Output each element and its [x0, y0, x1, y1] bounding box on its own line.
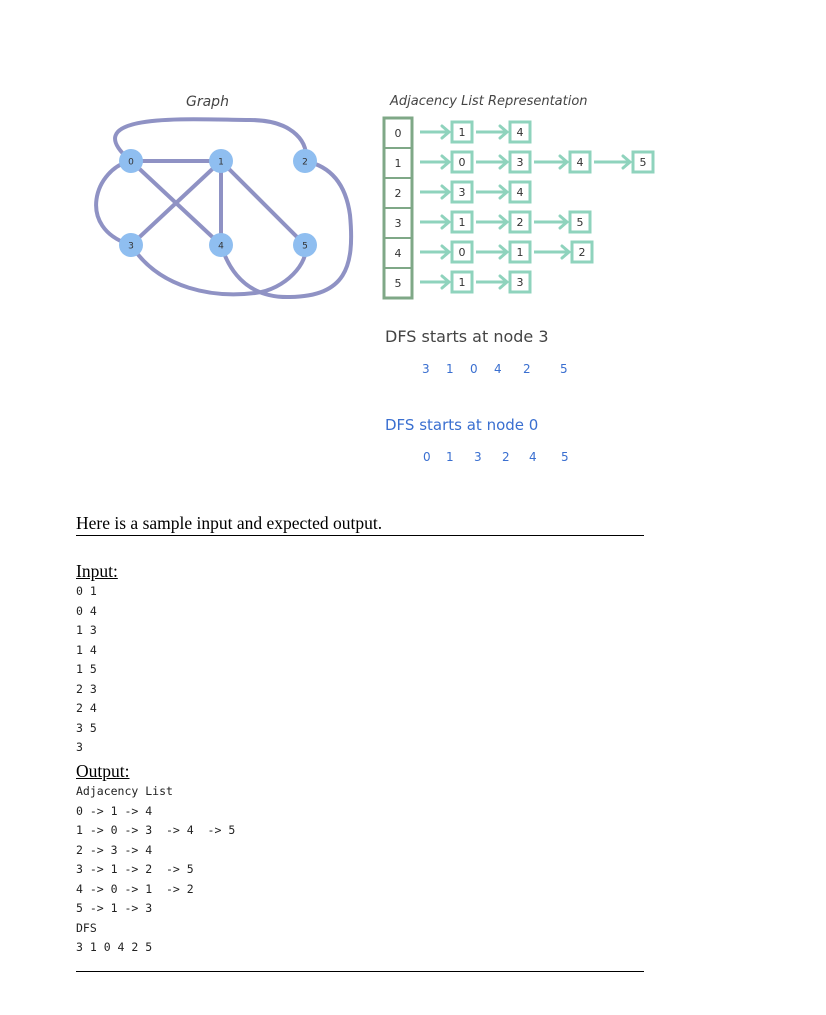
adjacency-node-label: 1 — [458, 276, 466, 289]
input-label: Input: — [76, 561, 118, 581]
dfs-sequence-item: 5 — [560, 362, 568, 376]
adjacency-list-title: Adjacency List Representation — [390, 94, 588, 109]
dfs-heading: DFS starts at node 0 — [385, 416, 539, 434]
graph-node-label: 2 — [302, 157, 308, 168]
adjacency-node-label: 3 — [458, 186, 466, 199]
graph-node-label: 4 — [218, 241, 224, 252]
adjacency-index-label: 3 — [394, 217, 402, 230]
adjacency-node-label: 0 — [458, 246, 466, 259]
adjacency-node-label: 1 — [516, 246, 524, 259]
dfs-sequence-item: 5 — [561, 450, 569, 464]
graph-title: Graph — [186, 94, 229, 110]
dfs-heading: DFS starts at node 3 — [385, 327, 549, 346]
adjacency-node-label: 5 — [576, 216, 584, 229]
dfs-sequence-item: 2 — [523, 362, 531, 376]
adjacency-node-label: 2 — [516, 216, 524, 229]
adjacency-index-label: 2 — [394, 187, 402, 200]
graph-node-label: 3 — [128, 241, 134, 252]
dfs-sequence-item: 1 — [446, 362, 454, 376]
graph-figure — [0, 0, 826, 500]
graph-edge — [96, 161, 131, 245]
dfs-sequence-item: 4 — [494, 362, 502, 376]
dfs-orders — [385, 327, 569, 464]
adjacency-node-label: 4 — [516, 186, 524, 199]
dfs-sequence-item: 3 — [422, 362, 430, 376]
adjacency-node-label: 3 — [516, 276, 524, 289]
adjacency-index-label: 1 — [394, 157, 402, 170]
output-lines: Adjacency List 0 -> 1 -> 4 1 -> 0 -> 3 -> 4 -> 5 2 -> 3 -> 4 3 -> 1 -> 2 -> 5 4 -> 0 -> 1 -> 2 5 -> 1 -> 3 DFS 3 1 0 4 2 5 — [76, 784, 236, 954]
bottom-divider — [76, 971, 644, 972]
adjacency-node-label: 1 — [458, 216, 466, 229]
intro-text: Here is a sample input and expected output. — [76, 513, 644, 536]
dfs-sequence-item: 1 — [446, 450, 454, 464]
adjacency-list-diagram — [384, 118, 653, 298]
graph-node-label: 0 — [128, 157, 134, 168]
graph-node-label: 5 — [302, 241, 308, 252]
dfs-sequence-item: 3 — [474, 450, 482, 464]
adjacency-index-label: 4 — [394, 247, 402, 260]
adjacency-node-label: 4 — [516, 126, 524, 139]
adjacency-node-label: 4 — [576, 156, 584, 169]
dfs-sequence-item: 0 — [470, 362, 478, 376]
dfs-sequence-item: 0 — [423, 450, 431, 464]
dfs-sequence-item: 2 — [502, 450, 510, 464]
graph-nodes — [119, 149, 317, 257]
adjacency-node-label: 3 — [516, 156, 524, 169]
adjacency-index-label: 5 — [394, 277, 402, 290]
graph-edge — [115, 119, 306, 161]
input-lines: 0 1 0 4 1 3 1 4 1 5 2 3 2 4 3 5 3 — [76, 584, 97, 754]
output-label: Output: — [76, 761, 130, 781]
graph-node-label: 1 — [218, 157, 224, 168]
adjacency-node-label: 0 — [458, 156, 466, 169]
adjacency-index-label: 0 — [394, 127, 402, 140]
dfs-sequence-item: 4 — [529, 450, 537, 464]
adjacency-node-label: 2 — [578, 246, 586, 259]
graph-edge — [221, 161, 305, 245]
adjacency-node-label: 1 — [458, 126, 466, 139]
graph-edges — [96, 119, 351, 297]
adjacency-node-label: 5 — [639, 156, 647, 169]
